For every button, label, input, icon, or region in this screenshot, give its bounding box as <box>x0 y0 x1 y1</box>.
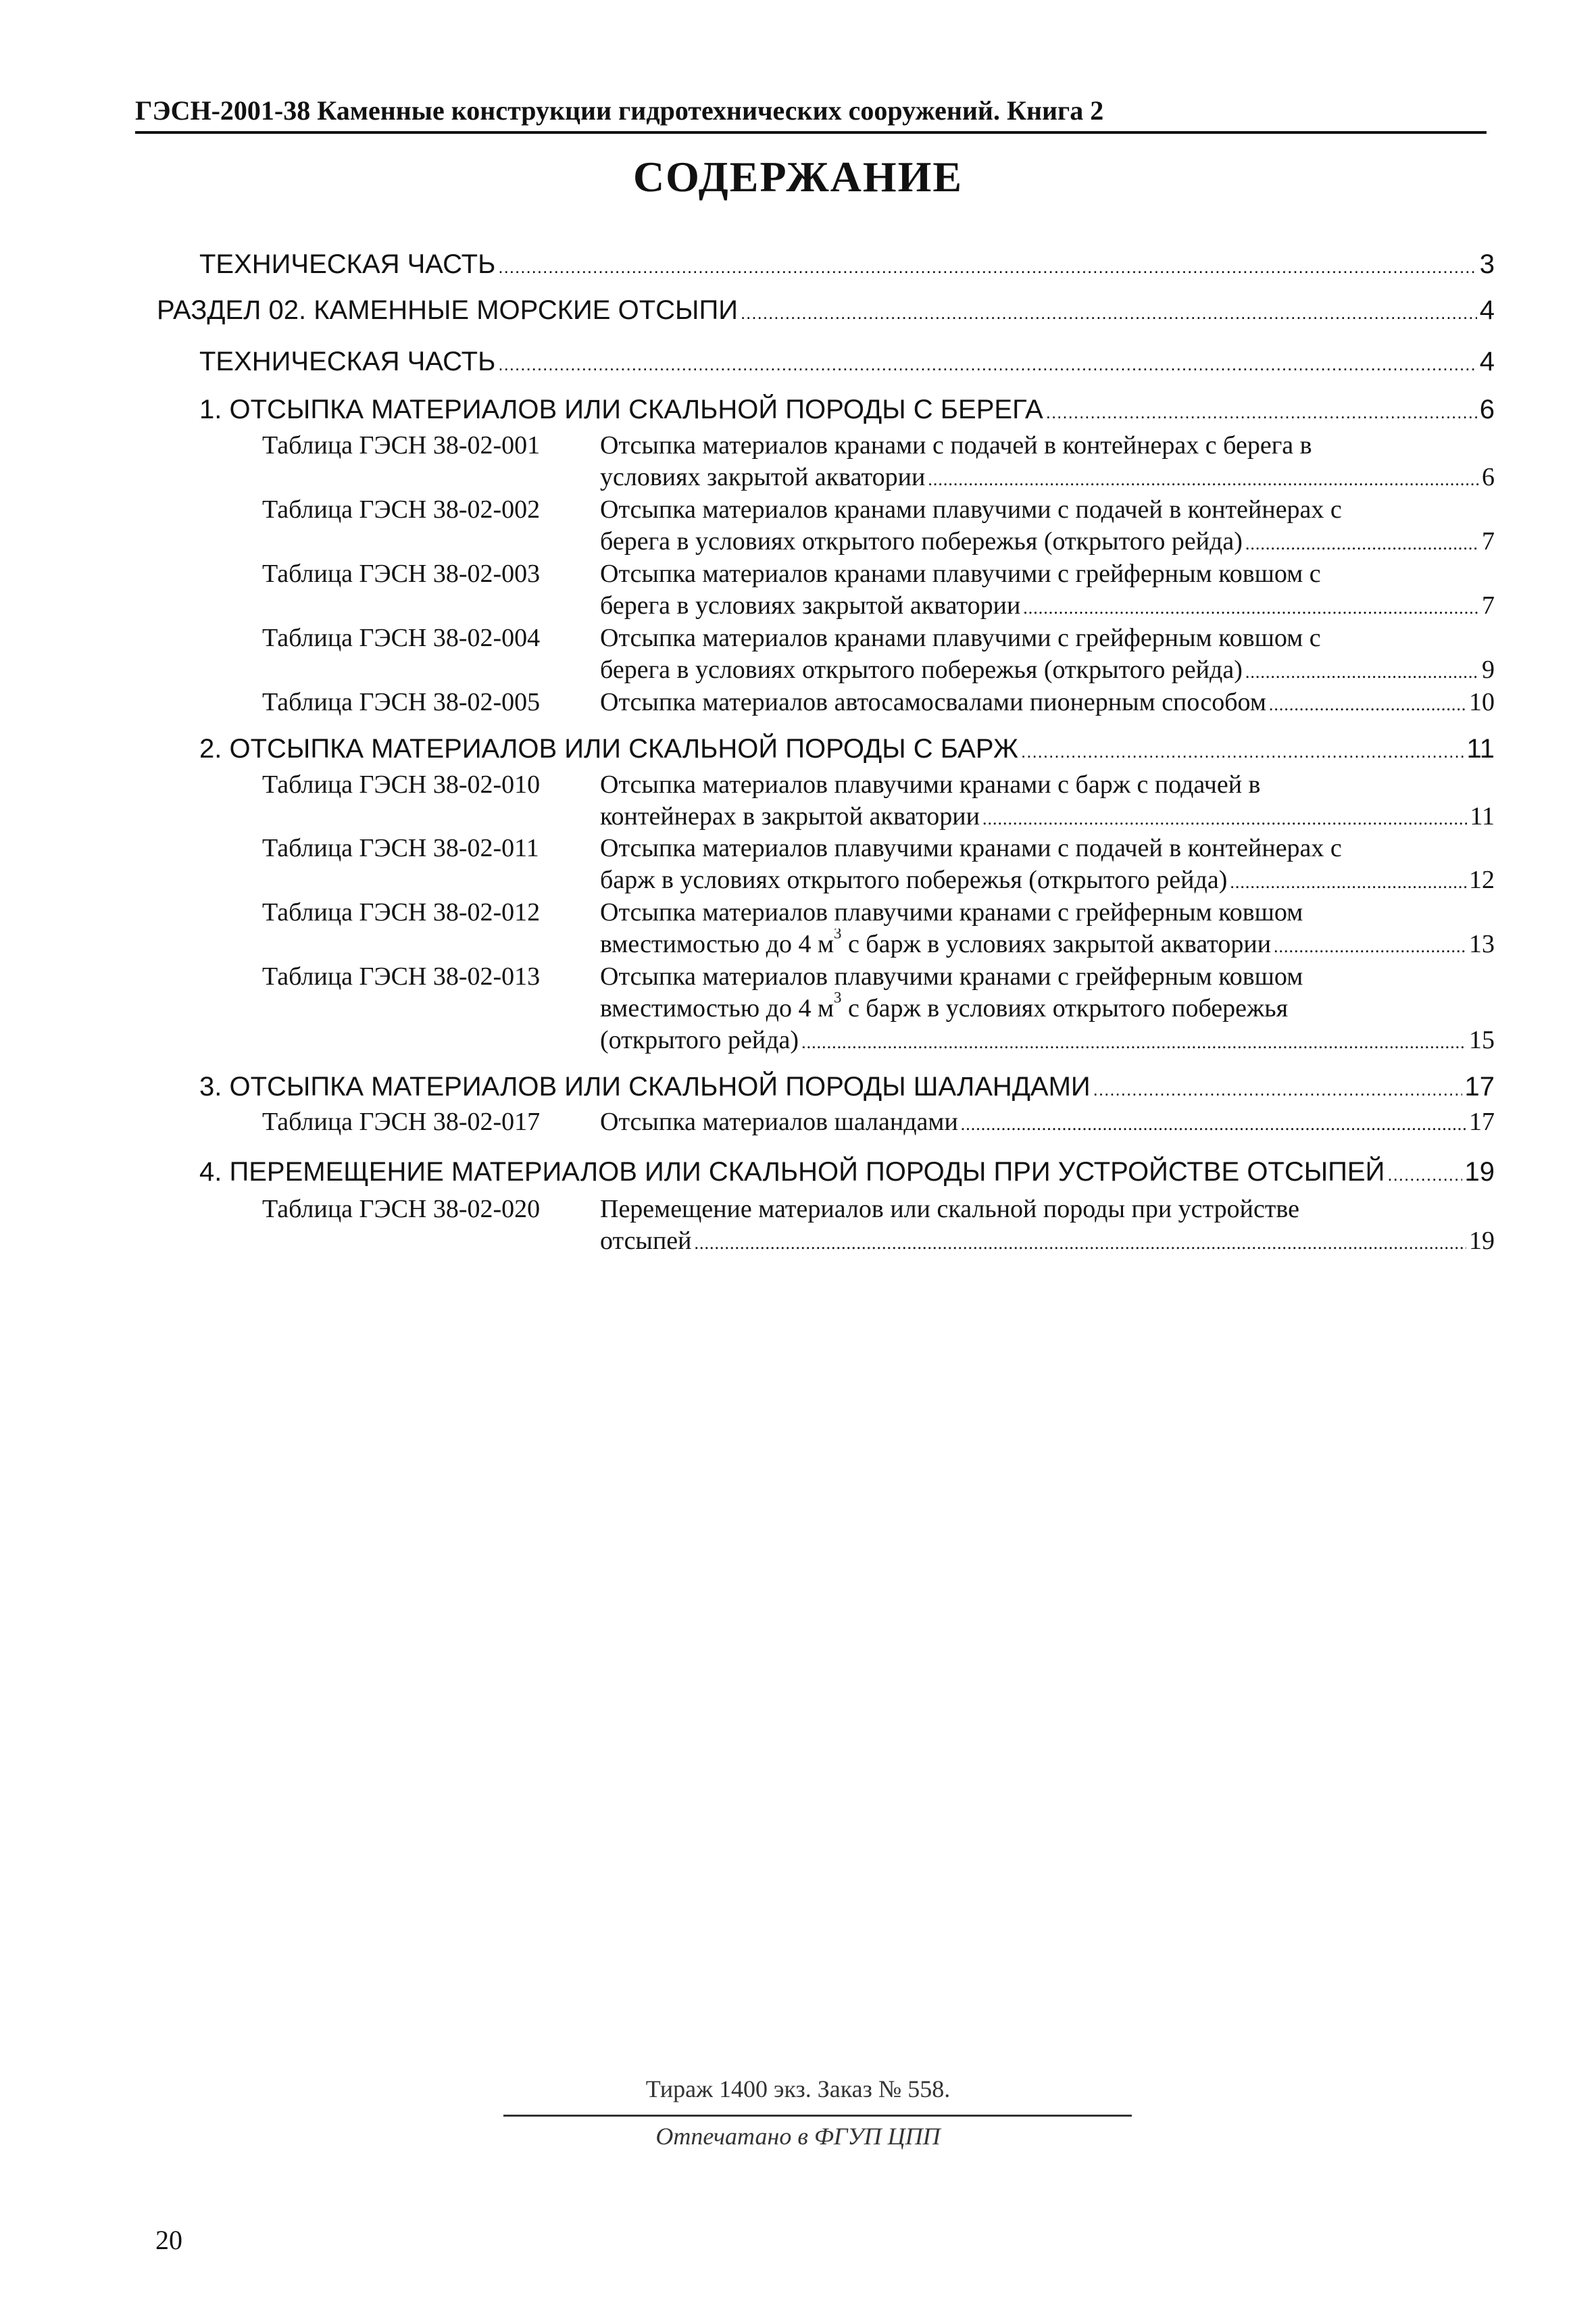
toc-section-entry-text: РАЗДЕЛ 02. КАМЕННЫЕ МОРСКИЕ ОТСЫПИ <box>157 295 738 325</box>
toc-table-label: Таблица ГЭСН 38-02-020 <box>262 1195 541 1223</box>
toc-table-title-line: Отсыпка материалов кранами плавучими с грейферным ковшом с <box>600 560 1321 588</box>
dot-leader <box>1245 657 1479 688</box>
toc-table-entry[interactable] <box>600 929 1495 962</box>
dot-leader <box>982 804 1467 835</box>
toc-section-entry[interactable] <box>157 295 1495 328</box>
dot-leader <box>801 1027 1466 1058</box>
toc-page-number: 19 <box>1469 1227 1495 1255</box>
toc-table-label: Таблица ГЭСН 38-02-017 <box>262 1108 541 1136</box>
toc-table-label: Таблица ГЭСН 38-02-013 <box>262 962 541 991</box>
toc-table-label: Таблица ГЭСН 38-02-004 <box>262 624 541 652</box>
toc-page-number: 9 <box>1482 656 1495 684</box>
toc-table-title-line: вместимостью до 4 $м^3$ с барж в условиях открытого побережья <box>600 989 1289 1023</box>
toc-table-entry[interactable] <box>600 864 1495 898</box>
toc-chapter-entry-text: 1. ОТСЫПКА МАТЕРИАЛОВ ИЛИ СКАЛЬНОЙ ПОРОДЫ С БЕРЕГА <box>199 395 1043 424</box>
toc-table-entry-text: барж в условиях открытого побережья (открытого рейда) <box>600 866 1228 894</box>
toc-table-entry[interactable] <box>600 590 1495 624</box>
toc-table-entry-text: отсыпей <box>600 1227 692 1255</box>
dot-leader <box>741 297 1477 328</box>
toc-table-title-line: Отсыпка материалов плавучими кранами с барж с подачей в <box>600 770 1261 799</box>
toc-table-label: Таблица ГЭСН 38-02-003 <box>262 560 541 588</box>
toc-table-entry[interactable] <box>600 1106 1495 1140</box>
toc-page-number: 7 <box>1482 591 1495 620</box>
dot-leader <box>498 251 1476 282</box>
toc-sub-entry-text: ТЕХНИЧЕСКАЯ ЧАСТЬ <box>199 347 496 376</box>
toc-table-title-line: Отсыпка материалов кранами плавучими с грейферным ковшом с <box>600 624 1321 652</box>
toc-table-entry[interactable] <box>600 462 1495 495</box>
toc-page-number: 15 <box>1469 1026 1495 1054</box>
toc-table-entry[interactable] <box>600 526 1495 560</box>
toc-chapter-entry[interactable] <box>199 733 1495 767</box>
dot-leader <box>1046 397 1477 428</box>
toc-table-entry-text: (открытого рейда) <box>600 1026 799 1054</box>
toc-chapter-entry-text: 2. ОТСЫПКА МАТЕРИАЛОВ ИЛИ СКАЛЬНОЙ ПОРОДЫ С БАРЖ <box>199 734 1018 764</box>
dot-leader <box>695 1228 1466 1259</box>
toc-table-title-line: Отсыпка материалов кранами плавучими с подачей в контейнерах с <box>600 495 1342 524</box>
toc-table-entry-text: условиях закрытой акватории <box>600 463 926 491</box>
toc-table-title-line: Отсыпка материалов плавучими кранами с грейферным ковшом <box>600 898 1303 927</box>
toc-page-number: 17 <box>1469 1108 1495 1136</box>
toc-table-label: Таблица ГЭСН 38-02-002 <box>262 495 541 524</box>
toc-table-entry[interactable] <box>600 801 1495 835</box>
toc-table-title-line: Отсыпка материалов кранами с подачей в контейнерах с берега в <box>600 431 1312 460</box>
toc-table-title-line: Отсыпка материалов плавучими кранами с подачей в контейнерах с <box>600 834 1342 862</box>
dot-leader <box>1274 931 1466 962</box>
dot-leader <box>498 349 1476 380</box>
running-header: ГЭСН-2001-38 Каменные конструкции гидротехнических сооружений. Книга 2 <box>135 92 1487 134</box>
footer-divider <box>503 2115 1132 2117</box>
toc-table-entry-text: контейнерах в закрытой акватории <box>600 802 980 831</box>
toc-table-title-line: Отсыпка материалов плавучими кранами с грейферным ковшом <box>600 962 1303 991</box>
toc-table-entry-text: берега в условиях открытого побережья (открытого рейда) <box>600 656 1243 684</box>
toc-page-number: 3 <box>1479 249 1495 279</box>
toc-chapter-entry[interactable] <box>199 1071 1495 1105</box>
toc-table-label: Таблица ГЭСН 38-02-011 <box>262 834 539 862</box>
toc-table-entry-text: Отсыпка материалов шаландами <box>600 1108 958 1136</box>
toc-table-label: Таблица ГЭСН 38-02-012 <box>262 898 541 927</box>
toc-table-entry-text: вместимостью до 4 $м^3$ с барж в условиях закрытой акватории <box>600 929 1272 958</box>
toc-chapter-entry[interactable] <box>199 394 1495 428</box>
toc-table-entry-text: Отсыпка материалов автосамосвалами пионерным способом <box>600 688 1266 716</box>
toc-table-entry[interactable] <box>600 654 1495 688</box>
page-number: 20 <box>155 2225 182 2255</box>
dot-leader <box>1021 736 1464 767</box>
toc-page-number: 4 <box>1479 347 1495 376</box>
toc-page-number: 6 <box>1479 395 1495 424</box>
toc-chapter-entry-text: 3. ОТСЫПКА МАТЕРИАЛОВ ИЛИ СКАЛЬНОЙ ПОРОДЫ ШАЛАНДАМИ <box>199 1072 1091 1102</box>
dot-leader <box>1387 1159 1462 1190</box>
toc-chapter-entry-text: 4. ПЕРЕМЕЩЕНИЕ МАТЕРИАЛОВ ИЛИ СКАЛЬНОЙ ПОРОДЫ ПРИ УСТРОЙСТВЕ ОТСЫПЕЙ <box>199 1157 1385 1187</box>
toc-page-number: 17 <box>1464 1072 1495 1102</box>
dot-leader <box>961 1109 1466 1140</box>
dot-leader <box>1230 867 1466 898</box>
toc-page-number: 11 <box>1466 734 1495 764</box>
dot-leader <box>1023 593 1479 624</box>
toc-page-number: 12 <box>1469 866 1495 894</box>
toc-sub-entry-text: ТЕХНИЧЕСКАЯ ЧАСТЬ <box>199 249 496 279</box>
toc-table-entry[interactable] <box>600 687 1495 720</box>
toc-table-label: Таблица ГЭСН 38-02-005 <box>262 688 541 716</box>
dot-leader <box>1245 528 1479 560</box>
toc-table-label: Таблица ГЭСН 38-02-001 <box>262 431 541 460</box>
page-title: СОДЕРЖАНИЕ <box>632 153 964 201</box>
dot-leader <box>1269 689 1466 720</box>
toc-page-number: 13 <box>1469 930 1495 958</box>
dot-leader <box>1093 1074 1462 1105</box>
dot-leader <box>928 464 1479 495</box>
printer-note: Отпечатано в ФГУП ЦПП <box>655 2123 941 2150</box>
toc-sub-entry[interactable] <box>199 346 1495 380</box>
toc-table-entry-text: берега в условиях закрытой акватории <box>600 591 1021 620</box>
toc-table-entry-text: берега в условиях открытого побережья (открытого рейда) <box>600 527 1243 556</box>
toc-page-number: 4 <box>1479 295 1495 325</box>
toc-table-title-line: Перемещение материалов или скальной породы при устройстве <box>600 1195 1299 1223</box>
toc-page-number: 11 <box>1470 802 1495 831</box>
toc-page-number: 7 <box>1482 527 1495 556</box>
print-run-note: Тираж 1400 экз. Заказ № 558. <box>645 2075 951 2102</box>
toc-page-number: 19 <box>1464 1157 1495 1187</box>
toc-chapter-entry[interactable] <box>199 1156 1495 1190</box>
toc-page-number: 6 <box>1482 463 1495 491</box>
toc-table-entry[interactable] <box>600 1025 1495 1058</box>
toc-table-entry[interactable] <box>600 1225 1495 1259</box>
toc-page-number: 10 <box>1469 688 1495 716</box>
toc-sub-entry[interactable] <box>199 249 1495 282</box>
toc-table-label: Таблица ГЭСН 38-02-010 <box>262 770 541 799</box>
